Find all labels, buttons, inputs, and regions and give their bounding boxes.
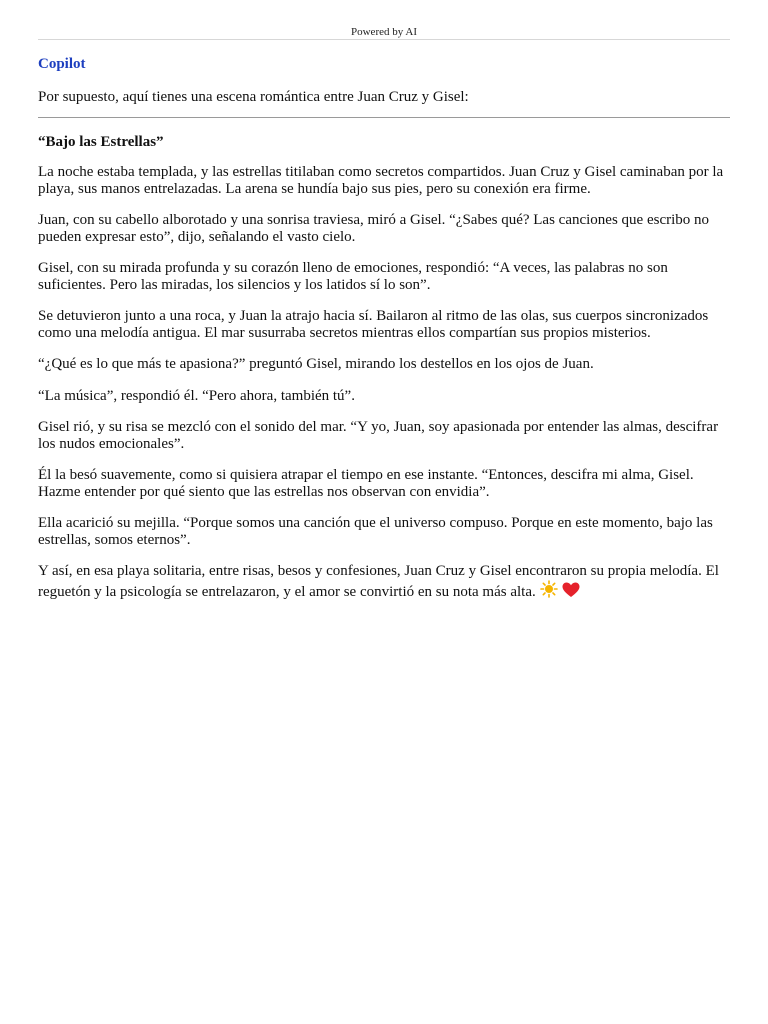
paragraph: Él la besó suavemente, como si quisiera atrapar el tiempo en ese instante. “Entonces, descifra mi alma, Gisel. Hazme entender por qué siento que las estrellas nos observan con envidia”. bbox=[38, 467, 694, 500]
heart-icon bbox=[562, 582, 580, 603]
final-paragraph bbox=[38, 563, 730, 602]
intro-text: Por supuesto, aquí tienes una escena romántica entre Juan Cruz y Gisel: bbox=[38, 89, 469, 105]
paragraph: Se detuvieron junto a una roca, y Juan la atrajo hacia sí. Bailaron al ritmo de las olas, sus cuerpos sincronizados como una melodía antigua. El mar susurraba secretos mientras ellos compartían sus propios misterios. bbox=[38, 308, 709, 341]
powered-by-label: Powered by AI bbox=[351, 26, 417, 38]
author-name: Copilot bbox=[38, 56, 86, 72]
header-divider bbox=[38, 39, 730, 40]
paragraph: Ella acarició su mejilla. “Porque somos una canción que el universo compuso. Porque en este momento, bajo las estrellas, somos eternos”. bbox=[38, 515, 713, 548]
document-page bbox=[38, 0, 730, 617]
paragraph: Juan, con su cabello alborotado y una sonrisa traviesa, miró a Gisel. “¿Sabes qué? Las canciones que escribo no pueden expresar esto”, dijo, señalando el vasto cielo. bbox=[38, 212, 710, 245]
paragraph: Gisel, con su mirada profunda y su corazón lleno de emociones, respondió: “A veces, las palabras no son suficientes. Pero las miradas, los silencios y los latidos sí lo son”. bbox=[38, 260, 668, 293]
paragraph: La noche estaba templada, y las estrellas titilaban como secretos compartidos. Juan Cruz y Gisel caminaban por la playa, sus manos entrelazadas. La arena se hundía bajo sus pies, pero su conexión era firme. bbox=[38, 164, 724, 197]
final-paragraph-text: Y así, en esa playa solitaria, entre risas, besos y confesiones, Juan Cruz y Gisel encontraron su propia melodía. El reguetón y la psicología se entrelazaron, y el amor se convirtió en su nota más alta. bbox=[38, 563, 719, 600]
story-title: “Bajo las Estrellas” bbox=[38, 134, 164, 150]
section-divider bbox=[38, 117, 730, 118]
paragraph: “¿Qué es lo que más te apasiona?” preguntó Gisel, mirando los destellos en los ojos de Juan. bbox=[38, 356, 594, 372]
sun-icon bbox=[540, 580, 558, 603]
paragraph: “La música”, respondió él. “Pero ahora, también tú”. bbox=[38, 387, 355, 404]
paragraph: Gisel rió, y su risa se mezcló con el sonido del mar. “Y yo, Juan, soy apasionada por entender las almas, descifrar los nudos emocionales”. bbox=[38, 419, 719, 452]
